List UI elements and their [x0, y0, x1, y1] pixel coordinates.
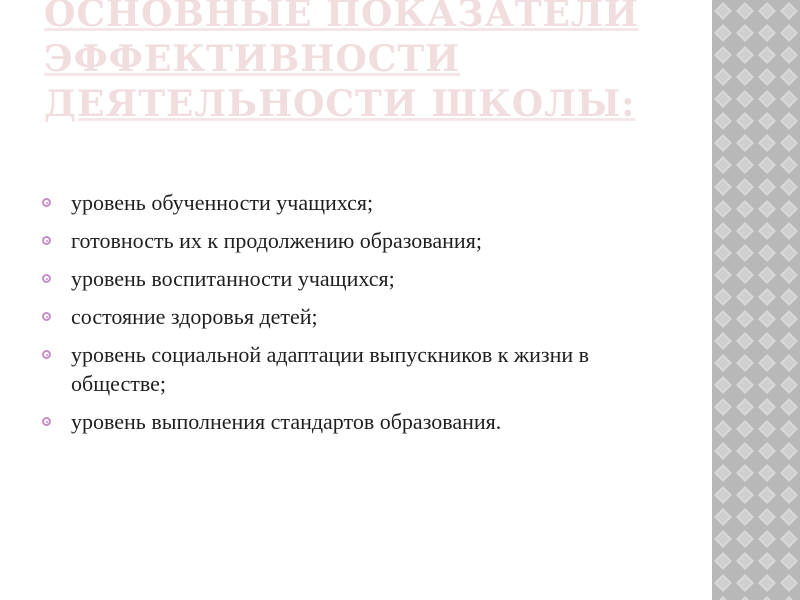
- bullet-item: [40, 226, 660, 255]
- bullet-item: [40, 264, 660, 293]
- diamond-pattern-background: [712, 0, 800, 600]
- bullet-list: [40, 188, 660, 445]
- circle-bullet-icon: [42, 198, 51, 207]
- decorative-side-panel: [712, 0, 800, 600]
- bullet-text: состояние здоровья детей;: [71, 304, 318, 329]
- slide-title-line: ДЕЯТЕЛЬНОСТИ ШКОЛЫ:: [44, 83, 636, 125]
- bullet-item: [40, 340, 660, 398]
- bullet-item: [40, 188, 660, 217]
- bullet-text: уровень социальной адаптации выпускников к жизни в обществе;: [71, 342, 590, 396]
- circle-bullet-icon: [42, 312, 51, 321]
- slide-title: [44, 0, 684, 127]
- circle-bullet-icon: [42, 350, 51, 359]
- bullet-text: уровень выполнения стандартов образования.: [71, 409, 502, 434]
- circle-bullet-icon: [42, 417, 51, 426]
- bullet-item: [40, 407, 660, 436]
- slide-title-line: ЭФФЕКТИВНОСТИ: [44, 38, 461, 80]
- circle-bullet-icon: [42, 236, 51, 245]
- slide-title-line: ОСНОВНЫЕ ПОКАЗАТЕЛИ: [44, 0, 639, 35]
- bullet-item: [40, 302, 660, 331]
- bullet-text: уровень воспитанности учащихся;: [71, 266, 395, 291]
- circle-bullet-icon: [42, 274, 51, 283]
- bullet-text: уровень обученности учащихся;: [71, 190, 374, 215]
- bullet-text: готовность их к продолжению образования;: [71, 228, 482, 253]
